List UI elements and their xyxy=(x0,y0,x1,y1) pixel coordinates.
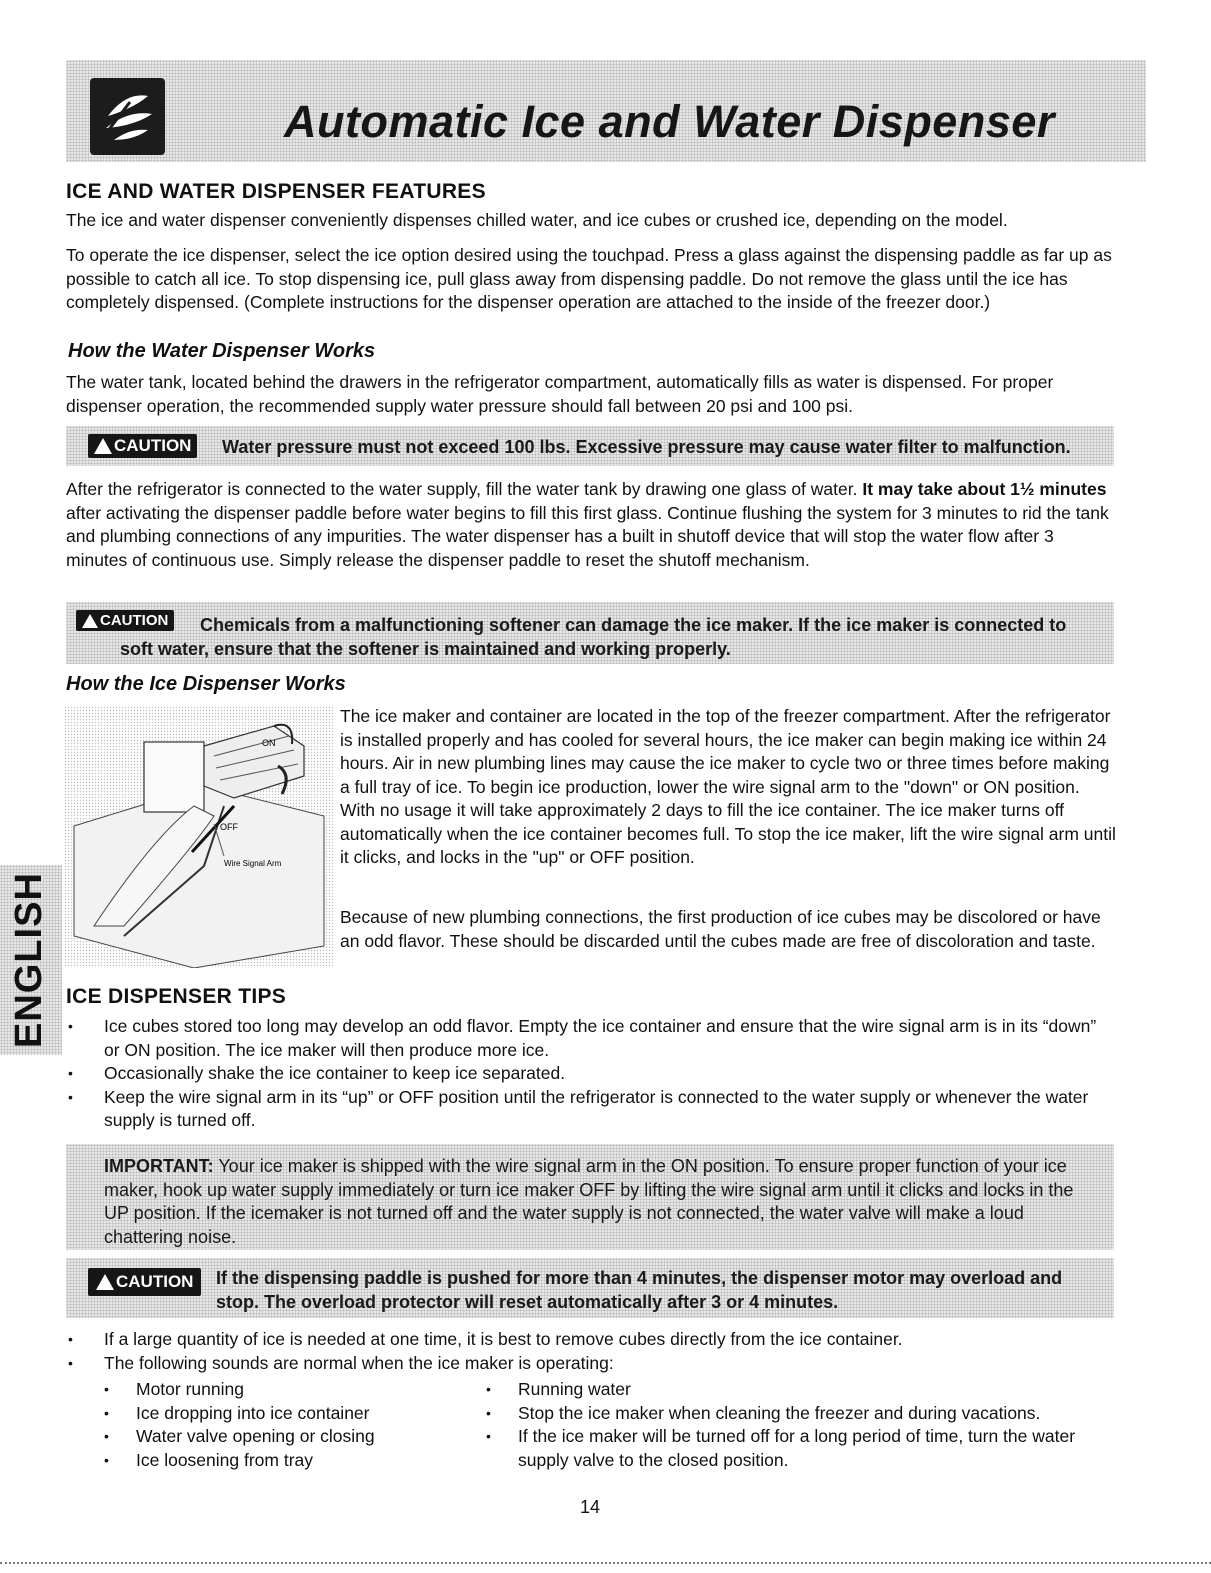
warning-triangle-icon xyxy=(82,614,98,628)
ice-dispenser-paragraph-1: The ice maker and container are located in the top of the freezer compartment. After the refrigerator is installed properly and has cooled for several hours, the ice maker can begin making ice within 24 hours. Air in new plumbing lines may cause the ice maker to cycle two or three times before making a full tray of ice. To begin ice production, lower the wire signal arm to the "down" or ON position. With no usage it will take approximately 2 days to fill the ice container. The ice maker turns off automatically when the ice container becomes full. To stop the ice maker, lift the wire signal arm until it clicks, and locks in the "up" or OFF position. xyxy=(340,706,1116,867)
footer-divider xyxy=(0,1562,1211,1564)
list-item: • Keep the wire signal arm in its “up” or OFF position until the refrigerator is connected to the water supply or whenever the water supply is turned off. xyxy=(64,1086,1116,1133)
list-item: • Ice dropping into ice container xyxy=(100,1402,460,1426)
ice-dispenser-paragraph-2: Because of new plumbing connections, the first production of ice cubes may be discolored or have an odd flavor. These should be discarded until the cubes made are free of discoloration and taste. xyxy=(340,907,1101,951)
paragraph-2-intro: After the refrigerator is connected to the water supply, fill the water tank by drawing one glass of water. xyxy=(66,479,863,499)
tips-heading: ICE DISPENSER TIPS xyxy=(66,985,287,1008)
caution-label: CAUTION xyxy=(116,1272,194,1291)
list-item: • Ice cubes stored too long may develop an odd flavor. Empty the ice container and ensure that the wire signal arm is in its “down” or ON position. The ice maker will then produce more ice. xyxy=(64,1015,1116,1062)
features-paragraph-1: The ice and water dispenser conveniently dispenses chilled water, and ice cubes or crushed ice, depending on the model. xyxy=(66,210,1008,230)
caution-text-water-pressure: Water pressure must not exceed 100 lbs. Excessive pressure may cause water filter to malfunction. xyxy=(222,437,1071,457)
important-note xyxy=(104,1155,1094,1249)
page-title: Automatic Ice and Water Dispenser xyxy=(284,96,1055,147)
warning-triangle-icon xyxy=(94,438,112,454)
list-item: • If a large quantity of ice is needed at one time, it is best to remove cubes directly from the ice container. xyxy=(64,1328,1116,1352)
caution-text-overload: If the dispensing paddle is pushed for more than 4 minutes, the dispenser motor may overload and stop. The overload protector will reset automatically after 3 or 4 minutes. xyxy=(216,1268,1063,1312)
page-number: 14 xyxy=(580,1497,601,1517)
ice-dispenser-heading: How the Ice Dispenser Works xyxy=(66,673,346,695)
features-paragraph-2: To operate the ice dispenser, select the ice option desired using the touchpad. Press a glass against the dispensing paddle as far up as possible to catch all ice. To stop dispensing ice, pull glass away from dispensing paddle. Do not remove the glass until the ice has completely dispensed. (Complete instructions for the dispenser operation are attached to the inside of the freezer door.) xyxy=(66,245,1112,312)
list-item: • Water valve opening or closing xyxy=(100,1425,460,1449)
paragraph-2-bold: It may take about 1½ minutes xyxy=(862,479,1107,499)
water-dispenser-paragraph-1: The water tank, located behind the drawers in the refrigerator compartment, automatically fills as water is dispensed. For proper dispenser operation, the recommended supply water pressure should fall between 20 psi and 100 psi. xyxy=(66,372,1054,416)
water-dispenser-paragraph-2 xyxy=(66,478,1116,572)
figure-label-on: ON xyxy=(262,738,276,748)
tips-list xyxy=(64,1015,1116,1133)
paragraph-2-rest: after activating the dispenser paddle before water begins to fill this first glass. Continue flushing the system for 3 minutes to rid the tank and plumbing connections of any impurities. The water dispenser has a built in shutoff device that will stop the water flow after 3 minutes of continuous use. Simply release the dispenser paddle to reset the shutoff mechanism. xyxy=(66,502,1109,570)
icemaker-illustration xyxy=(64,706,334,968)
list-item: • Occasionally shake the ice container to keep ice separated. xyxy=(64,1062,1116,1086)
important-label: IMPORTANT: xyxy=(104,1156,214,1176)
caution-text-softener: Chemicals from a malfunctioning softener can damage the ice maker. If the ice maker is connected to soft water, ensure that the softener is maintained and working properly. xyxy=(120,615,1067,659)
list-item: • If the ice maker will be turned off for a long period of time, turn the water supply valve to the closed position. xyxy=(482,1425,1116,1472)
caution-label: CAUTION xyxy=(100,612,169,629)
list-item: • Motor running xyxy=(100,1378,460,1402)
list-item: • The following sounds are normal when the ice maker is operating: xyxy=(64,1352,1116,1376)
list-item: • Ice loosening from tray xyxy=(100,1449,460,1473)
warning-triangle-icon xyxy=(96,1274,114,1290)
caution-badge xyxy=(88,1268,201,1296)
important-body: Your ice maker is shipped with the wire signal arm in the ON position. To ensure proper function of your ice maker, hook up water supply immediately or turn ice maker OFF by lifting the wire signal arm until it clicks and locks in the UP position. If the icemaker is not turned off and the water supply is not connected, the water valve will make a loud chattering noise. xyxy=(104,1156,1074,1247)
caution-badge xyxy=(88,434,197,458)
dispenser-leaf-icon xyxy=(90,78,165,155)
water-dispenser-heading: How the Water Dispenser Works xyxy=(68,340,376,362)
caution-label: CAUTION xyxy=(114,436,192,455)
figure-label-arm: Wire Signal Arm xyxy=(224,859,282,868)
list-item: • Running water xyxy=(482,1378,1116,1402)
normal-sounds-list xyxy=(100,1378,460,1472)
tips-list-2 xyxy=(64,1328,1116,1375)
list-item: • Stop the ice maker when cleaning the freezer and during vacations. xyxy=(482,1402,1116,1426)
language-label: ENGLISH xyxy=(8,872,50,1048)
additional-tips-list xyxy=(482,1378,1116,1472)
figure-label-off: OFF xyxy=(220,822,238,832)
features-heading: ICE AND WATER DISPENSER FEATURES xyxy=(66,180,486,203)
